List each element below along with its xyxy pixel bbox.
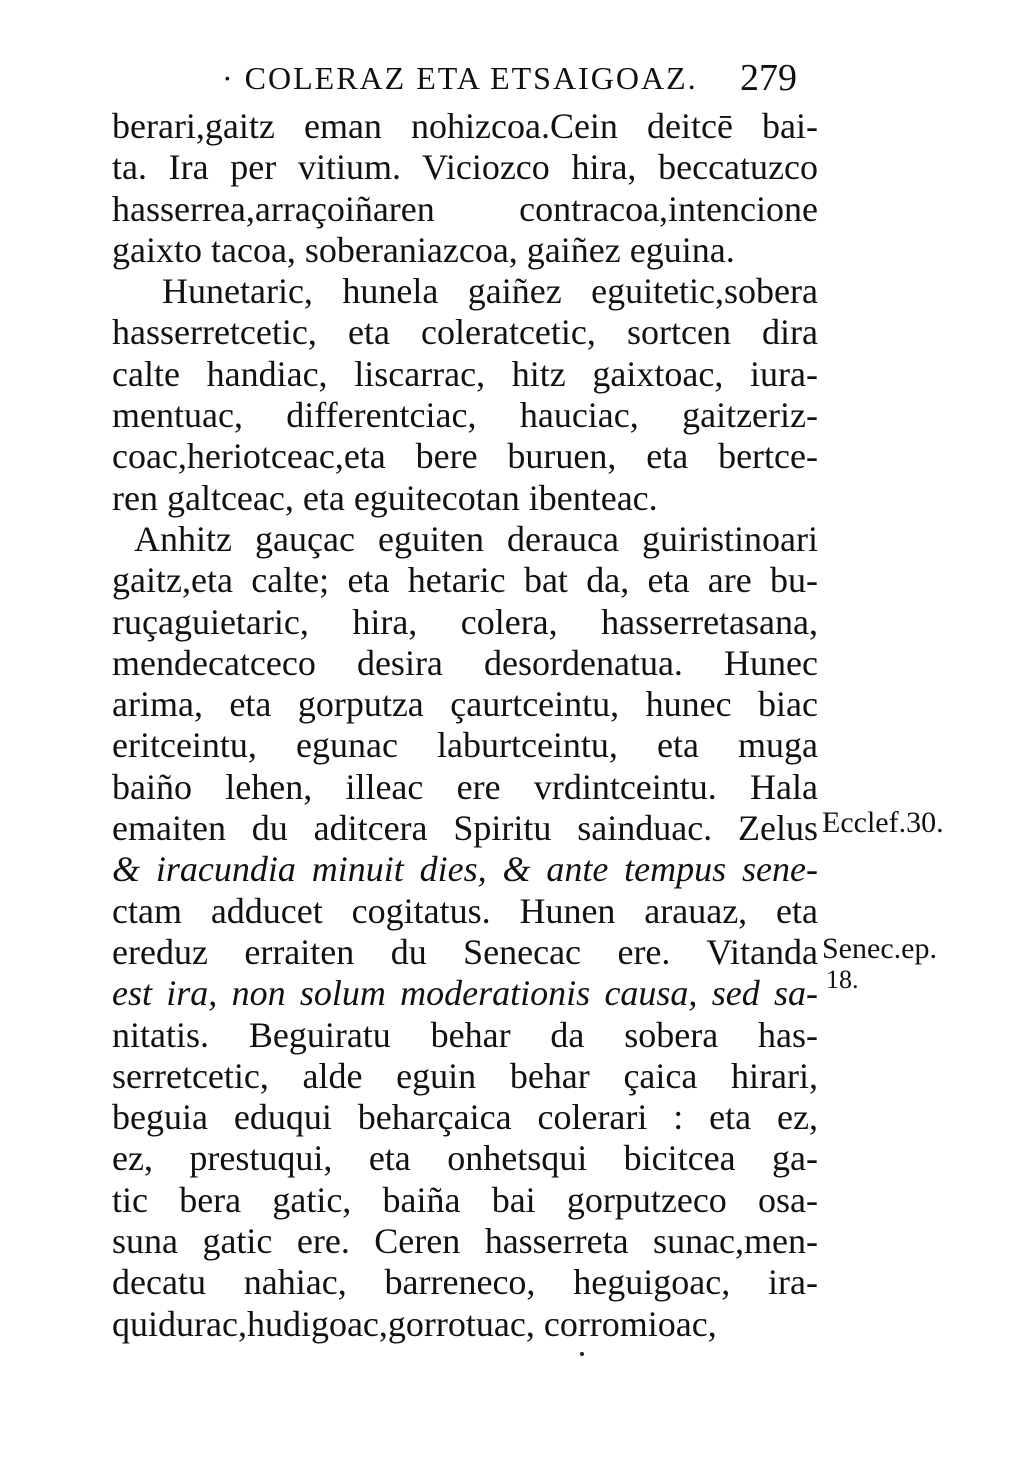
- margin-note-seneca: Senec.ep.: [822, 932, 937, 965]
- ink-speck: [580, 1352, 584, 1356]
- text-line: emaiten du aditcera Spiritu sainduac. Zelus: [112, 808, 818, 849]
- text-line: suna gatic ere. Ceren hasserreta sunac,men-: [112, 1221, 818, 1262]
- body-text: [112, 106, 818, 1345]
- text-line: ta. Ira per vitium. Viciozco hira, beccatuzco: [112, 147, 818, 188]
- text-line: serretcetic, alde eguin behar çaica hirari,: [112, 1055, 818, 1096]
- text-line: ren galtceac, eta eguitecotan ibenteac.: [112, 477, 658, 518]
- text-line: gaixto tacoa, soberaniazcoa, gaiñez eguina.: [112, 229, 735, 270]
- text-line: Hunetaric, hunela gaiñez eguitetic,sobera: [162, 271, 818, 312]
- text-line: ereduz erraiten du Senecac ere. Vitanda: [112, 931, 818, 972]
- text-line: hasserretcetic, eta coleratcetic, sortcen dira: [112, 312, 818, 353]
- text-line: quidurac,hudigoac,gorrotuac, corromioac,: [112, 1303, 717, 1344]
- text-line: Anhitz gauçac eguiten derauca guiristinoari: [134, 518, 818, 559]
- text-line: nitatis. Beguiratu behar da sobera has-: [112, 1014, 818, 1055]
- text-line: & iracundia minuit dies, & ante tempus sene-: [112, 849, 818, 890]
- text-line: beguia eduqui beharçaica colerari : eta ez,: [112, 1097, 818, 1138]
- text-line: berari,gaitz eman nohizcoa.Cein deitcē bai-: [112, 106, 818, 146]
- margin-note-seneca-number: 18.: [826, 965, 859, 994]
- text-line: baiño lehen, illeac ere vrdintceintu. Hala: [112, 766, 818, 807]
- text-line: est ira, non solum moderationis causa, sed sa-: [112, 973, 818, 1014]
- text-line: decatu nahiac, barreneco, heguigoac, ira-: [112, 1262, 818, 1303]
- text-line: tic bera gatic, baiña bai gorputzeco osa-: [112, 1179, 818, 1220]
- text-line: eritceintu, egunac laburtceintu, eta muga: [112, 725, 818, 766]
- text-line: mentuac, differentciac, hauciac, gaitzeriz-: [112, 395, 818, 436]
- running-title: · COLERAZ ETA ETSAIGOAZ.: [222, 60, 698, 96]
- text-line: ctam adducet cogitatus. Hunen arauaz, eta: [112, 890, 818, 931]
- text-line: coac,heriotceac,eta bere buruen, eta bertce-: [112, 436, 818, 477]
- text-line: hasserrea,arraçoiñaren contracoa,intencione: [112, 188, 818, 229]
- text-line: gaitz,eta calte; eta hetaric bat da, eta are bu-: [112, 560, 818, 601]
- page-number: 279: [740, 57, 797, 99]
- running-header: [222, 56, 822, 106]
- text-line: ez, prestuqui, eta onhetsqui bicitcea ga-: [112, 1138, 818, 1179]
- text-line: mendecatceco desira desordenatua. Hunec: [112, 642, 818, 683]
- margin-note-ecclesiastes: Ecclef.30.: [822, 806, 944, 839]
- text-line: calte handiac, liscarrac, hitz gaixtoac, iura-: [112, 353, 818, 394]
- text-line: ruçaguietaric, hira, colera, hasserretasana,: [112, 601, 818, 642]
- text-line: arima, eta gorputza çaurtceintu, hunec biac: [112, 684, 818, 725]
